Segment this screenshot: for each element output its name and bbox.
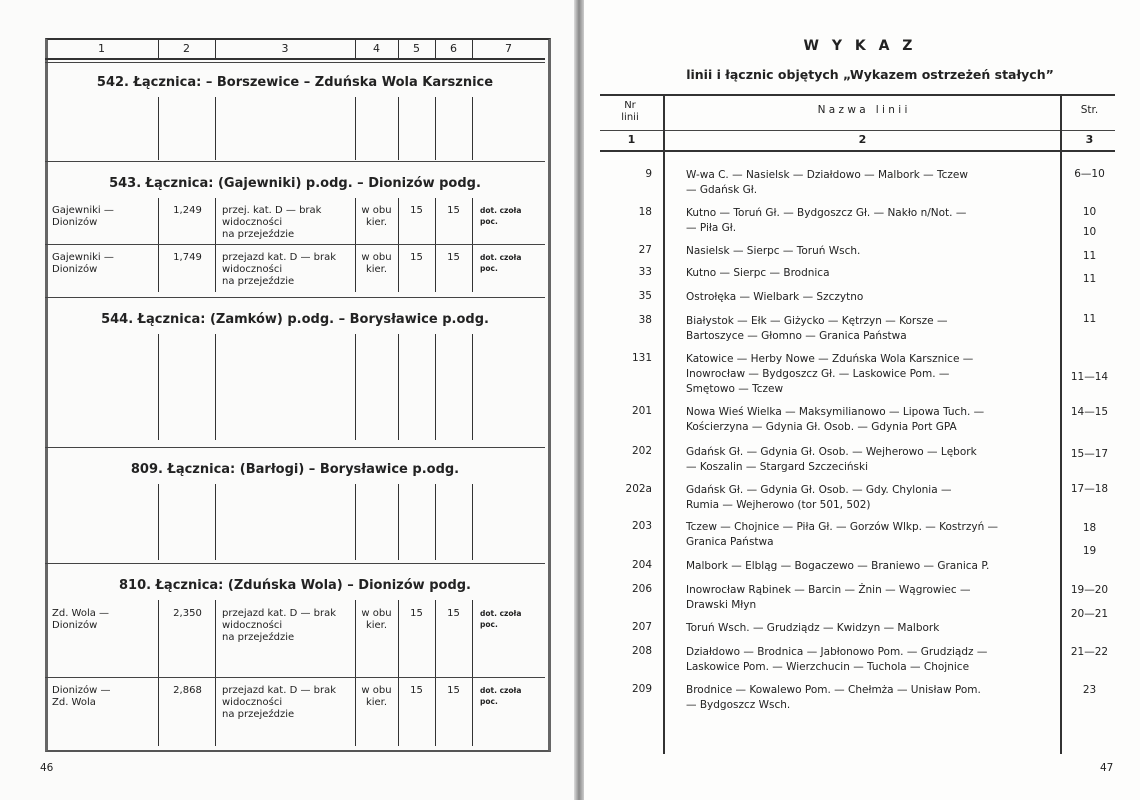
speed-1-cell: 15: [410, 252, 423, 263]
column-divider: [355, 97, 356, 160]
column-divider: [215, 484, 216, 560]
line-name-row: Toruń Wsch. — Grudziądz — Kwidzyn — Malbork: [686, 622, 940, 634]
line-name: [686, 352, 973, 397]
column-divider: [215, 334, 216, 440]
header-line: [600, 150, 1115, 152]
direction-cell: [355, 205, 398, 229]
page-ref: 20—21: [1070, 608, 1109, 620]
note-line: dot. czoła: [480, 609, 522, 618]
km-cell: 1,749: [173, 252, 202, 263]
section-divider: [45, 447, 545, 448]
description-line: przejazd kat. D — brak: [222, 252, 336, 263]
header-line: [45, 58, 545, 60]
description-line: na przejeździe: [222, 229, 295, 240]
table-top-line: [600, 94, 1115, 96]
line-name-row: Gdańsk Gł. — Gdynia Gł. Osob. — Gdy. Chylonia —: [686, 484, 952, 496]
list-title: W Y K A Z: [803, 38, 917, 54]
line-name: [686, 621, 939, 636]
line-name: [686, 483, 951, 513]
speed-2-cell: 15: [447, 608, 460, 619]
line-name-row: Inowrocław Rąbinek — Barcin — Żnin — Wągrowiec —: [686, 584, 971, 596]
column-divider: [158, 198, 159, 292]
speed-2-cell: 15: [447, 685, 460, 696]
description-line: przejazd kat. D — brak: [222, 608, 336, 619]
column-header: 7: [505, 42, 512, 55]
line-name: [686, 244, 860, 259]
line-name: [686, 559, 989, 574]
right-page: [580, 0, 1140, 800]
description-line: na przejeździe: [222, 276, 295, 287]
line-name-row: Kutno — Toruń Gł. — Bydgoszcz Gł. — Nakło n/Not. —: [686, 207, 967, 219]
km-cell: 1,249: [173, 205, 202, 216]
section-title: 544. Łącznica: (Zamków) p.odg. – Borysławice p.odg.: [101, 312, 489, 327]
section-divider: [45, 297, 545, 298]
page-ref: 19: [1082, 545, 1097, 557]
page-ref: 19—20: [1070, 584, 1109, 596]
line-number: 207: [631, 621, 652, 633]
page-ref: 15—17: [1070, 448, 1109, 460]
line-number: 27: [638, 244, 652, 256]
page-ref: 6—10: [1074, 168, 1105, 180]
description-line: widoczności: [222, 217, 283, 228]
line-name: [686, 290, 863, 305]
description-cell: [222, 205, 321, 241]
page-ref: 11—14: [1070, 371, 1109, 383]
direction-line: kier.: [365, 620, 388, 631]
description-line: widoczności: [222, 264, 283, 275]
route-line: Gajewniki —: [52, 205, 114, 216]
line-name: [686, 168, 968, 198]
line-number: 208: [631, 645, 652, 657]
line-name-row: — Koszalin — Stargard Szczeciński: [686, 461, 869, 473]
column-divider: [398, 484, 399, 560]
header-number: 3: [1085, 133, 1094, 146]
line-number: 206: [631, 583, 652, 595]
direction-cell: [355, 252, 398, 276]
description-cell: [222, 685, 336, 721]
note-cell: [480, 205, 521, 227]
page-ref: 21—22: [1070, 646, 1109, 658]
column-divider: [472, 198, 473, 292]
line-name-row: Rumia — Wejherowo (tor 501, 502): [686, 499, 871, 511]
description-line: na przejeździe: [222, 709, 295, 720]
direction-line: w obu: [361, 685, 392, 696]
section-divider: [45, 161, 545, 162]
line-name-row: Inowrocław — Bydgoszcz Gł. — Laskowice Pom. —: [686, 368, 950, 380]
description-line: przej. kat. D — brak: [222, 205, 322, 216]
column-divider: [158, 97, 159, 160]
km-cell: 2,868: [173, 685, 202, 696]
line-number: 18: [638, 206, 652, 218]
row-divider: [45, 677, 545, 678]
line-name-row: Granica Państwa: [686, 536, 774, 548]
direction-line: w obu: [361, 205, 392, 216]
line-name: [686, 520, 998, 550]
route-line: Dionizów: [52, 217, 98, 228]
note-line: poc.: [480, 620, 498, 629]
header-line: [45, 62, 545, 63]
route-line: Zd. Wola —: [52, 608, 110, 619]
column-divider: [435, 97, 436, 160]
line-number: 201: [631, 405, 652, 417]
header-nr-line: Nr: [624, 100, 636, 111]
speed-1-cell: 15: [410, 685, 423, 696]
direction-cell: [355, 608, 398, 632]
line-name-row: Drawski Młyn: [686, 599, 757, 611]
header-nr: [600, 100, 660, 124]
section-title: 810. Łącznica: (Zduńska Wola) – Dionizów podg.: [118, 578, 471, 593]
list-subtitle: linii i łącznic objętych „Wykazem ostrzeżeń stałych”: [686, 67, 1054, 82]
line-name: [686, 405, 984, 435]
line-name: [686, 645, 987, 675]
line-name-row: Katowice — Herby Nowe — Zduńska Wola Karsznice —: [686, 353, 974, 365]
page-ref: 23: [1082, 684, 1097, 696]
column-divider: [158, 334, 159, 440]
line-name: [686, 314, 947, 344]
column-divider: [435, 484, 436, 560]
column-divider: [435, 334, 436, 440]
note-cell: [480, 252, 521, 274]
route-line: Gajewniki —: [52, 252, 114, 263]
column-divider: [472, 484, 473, 560]
direction-line: kier.: [365, 217, 388, 228]
note-line: dot. czoła: [480, 253, 522, 262]
column-divider: [398, 97, 399, 160]
line-name-row: Brodnice — Kowalewo Pom. — Chełmża — Unisław Pom.: [686, 684, 981, 696]
route-cell: [52, 685, 110, 709]
header-line: [600, 130, 1115, 131]
page-ref: 14—15: [1070, 406, 1109, 418]
column-divider: [158, 600, 159, 746]
description-line: widoczności: [222, 697, 283, 708]
column-divider: [158, 484, 159, 560]
line-number: 202a: [625, 483, 652, 495]
line-name-row: Kutno — Sierpc — Brodnica: [686, 267, 830, 279]
column-divider: [215, 97, 216, 160]
column-divider: [472, 97, 473, 160]
note-line: dot. czoła: [480, 686, 522, 695]
line-name-row: Nowa Wieś Wielka — Maksymilianowo — Lipowa Tuch. —: [686, 406, 985, 418]
page-ref: 17—18: [1070, 483, 1109, 495]
direction-cell: [355, 685, 398, 709]
row-divider: [45, 244, 545, 245]
column-header: 2: [183, 42, 190, 55]
line-number: 209: [631, 683, 652, 695]
header-number: 2: [858, 133, 867, 146]
route-line: Dionizów: [52, 620, 98, 631]
line-number: 202: [631, 445, 652, 457]
route-cell: [52, 205, 114, 229]
route-line: Zd. Wola: [52, 697, 96, 708]
direction-line: w obu: [361, 608, 392, 619]
line-number: 38: [638, 314, 652, 326]
direction-line: kier.: [365, 697, 388, 708]
route-cell: [52, 252, 114, 276]
speed-2-cell: 15: [447, 205, 460, 216]
header-name: N a z w a l i n i i: [817, 104, 908, 116]
line-name-row: Tczew — Chojnice — Piła Gł. — Gorzów Wlkp. — Kostrzyń —: [686, 521, 999, 533]
column-divider: [355, 334, 356, 440]
line-name-row: Nasielsk — Sierpc — Toruń Wsch.: [686, 245, 861, 257]
line-name-row: Kościerzyna — Gdynia Gł. Osob. — Gdynia Port GPA: [686, 421, 957, 433]
line-name: [686, 266, 830, 281]
line-name-row: Bartoszyce — Głomno — Granica Państwa: [686, 330, 907, 342]
description-line: widoczności: [222, 620, 283, 631]
line-name-row: Laskowice Pom. — Wierzchucin — Tuchola — Chojnice: [686, 661, 970, 673]
page-number: 47: [1100, 762, 1114, 774]
section-title: 543. Łącznica: (Gajewniki) p.odg. – Dionizów podg.: [109, 176, 481, 191]
section-title: 809. Łącznica: (Barłogi) – Borysławice p.odg.: [130, 462, 460, 477]
table-frame: [45, 38, 551, 752]
column-header: 6: [450, 42, 457, 55]
page-ref: 11: [1082, 250, 1097, 262]
column-header: 1: [98, 42, 105, 55]
line-number: 35: [638, 290, 652, 302]
note-line: dot. czoła: [480, 206, 522, 215]
header-str: Str.: [1080, 104, 1099, 116]
line-name-row: — Piła Gł.: [686, 222, 737, 234]
section-divider: [45, 563, 545, 564]
line-number: 204: [631, 559, 652, 571]
line-name: [686, 445, 977, 475]
note-cell: [480, 608, 521, 630]
column-header: 5: [413, 42, 420, 55]
route-line: Dionizów: [52, 264, 98, 275]
page-ref: 11: [1082, 273, 1097, 285]
note-line: poc.: [480, 217, 498, 226]
route-cell: [52, 608, 109, 632]
header-number: 1: [627, 133, 636, 146]
column-divider: [435, 600, 436, 746]
line-name-row: W-wa C. — Nasielsk — Działdowo — Malbork — Tczew: [686, 169, 968, 181]
column-divider: [398, 600, 399, 746]
column-divider: [215, 198, 216, 292]
line-number: 203: [631, 520, 652, 532]
speed-1-cell: 15: [410, 205, 423, 216]
description-line: na przejeździe: [222, 632, 295, 643]
column-divider: [663, 94, 665, 754]
header-nr-line: linii: [621, 112, 639, 123]
note-line: poc.: [480, 697, 498, 706]
section-title: 542. Łącznica: – Borszewice – Zduńska Wola Karsznice: [96, 75, 494, 90]
column-header: 3: [281, 42, 289, 55]
column-divider: [398, 334, 399, 440]
direction-line: w obu: [361, 252, 392, 263]
note-line: poc.: [480, 264, 498, 273]
page-ref: 11: [1082, 313, 1097, 325]
line-name-row: Smętowo — Tczew: [686, 383, 784, 395]
description-cell: [222, 252, 336, 288]
line-name-row: Ostrołęka — Wielbark — Szczytno: [686, 291, 864, 303]
line-name: [686, 683, 981, 713]
line-name-row: Gdańsk Gł. — Gdynia Gł. Osob. — Wejherowo — Lębork: [686, 446, 977, 458]
column-header: 4: [373, 42, 380, 55]
line-number: 33: [638, 266, 652, 278]
direction-line: kier.: [365, 264, 388, 275]
description-line: przejazd kat. D — brak: [222, 685, 336, 696]
speed-2-cell: 15: [447, 252, 460, 263]
line-number: 9: [645, 168, 652, 180]
speed-1-cell: 15: [410, 608, 423, 619]
line-name-row: — Gdańsk Gł.: [686, 184, 758, 196]
line-name-row: Działdowo — Brodnica — Jabłonowo Pom. — Grudziądz —: [686, 646, 988, 658]
page-ref: 10: [1082, 226, 1097, 238]
column-divider: [215, 600, 216, 746]
book-spine: [574, 0, 584, 800]
column-divider: [472, 334, 473, 440]
line-name: [686, 206, 966, 236]
line-name-row: Malbork — Elbląg — Bogaczewo — Braniewo — Granica P.: [686, 560, 990, 572]
description-cell: [222, 608, 336, 644]
line-number: 131: [631, 352, 652, 364]
column-divider: [355, 484, 356, 560]
note-cell: [480, 685, 521, 707]
column-divider: [472, 600, 473, 746]
page-ref: 10: [1082, 206, 1097, 218]
line-name-row: Białystok — Ełk — Giżycko — Kętrzyn — Korsze —: [686, 315, 948, 327]
page-number: 46: [40, 762, 54, 774]
page-ref: 18: [1082, 522, 1097, 534]
route-line: Dionizów —: [52, 685, 111, 696]
line-name: [686, 583, 970, 613]
line-name-row: — Bydgoszcz Wsch.: [686, 699, 791, 711]
km-cell: 2,350: [173, 608, 202, 619]
